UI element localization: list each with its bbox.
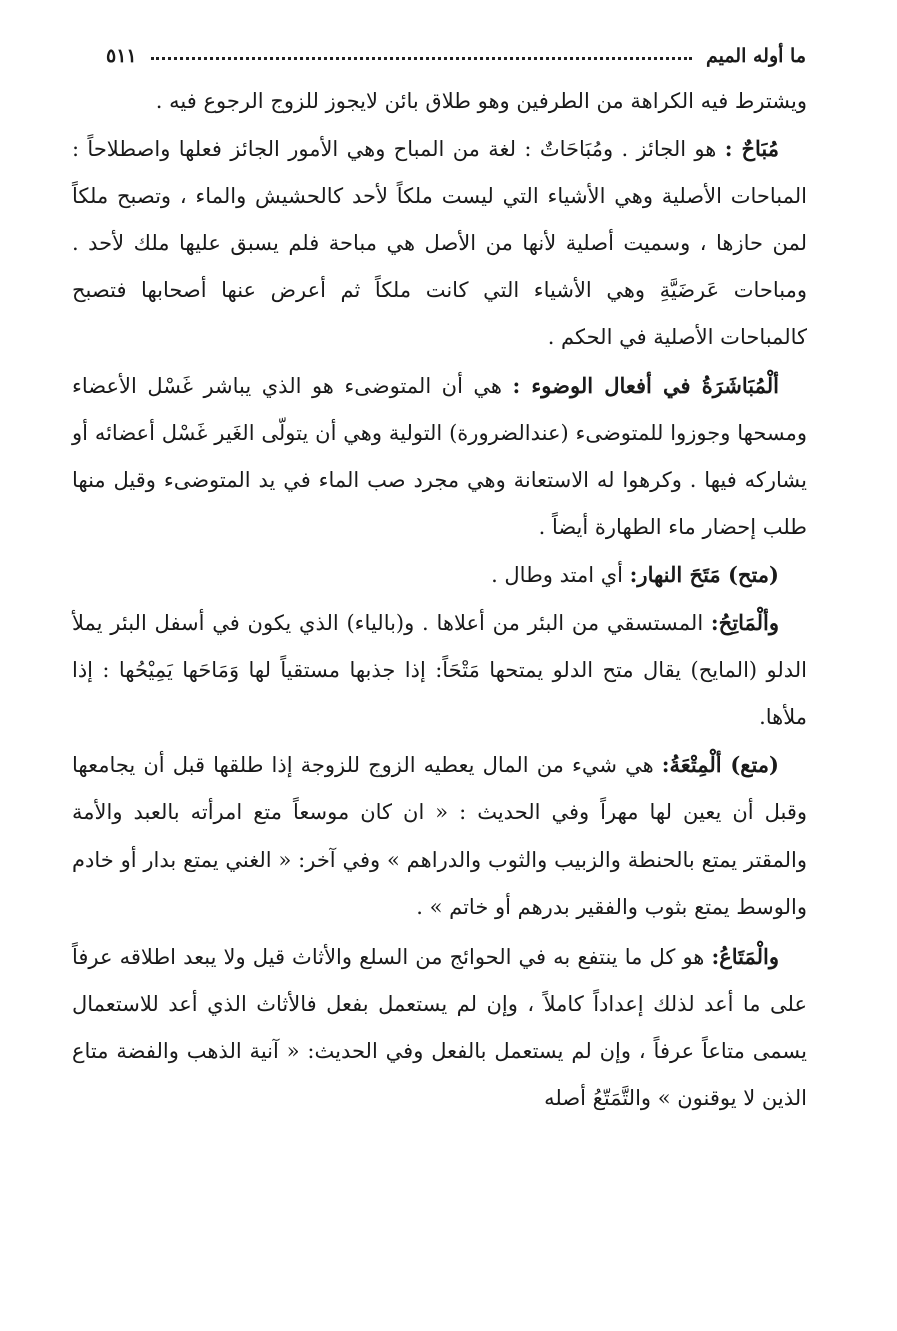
paragraph-body: ويشترط فيه الكراهة من الطرفين وهو طلاق بائن لايجوز للزوج الرجوع فيه . (155, 89, 807, 113)
entry-mataa (72, 933, 807, 1122)
entry-mubah (72, 125, 807, 361)
entry-matah (72, 551, 807, 599)
entry-term: (متح) مَتَحَ النهار: (629, 561, 779, 587)
dotted-leader (151, 53, 692, 60)
entry-term: (متع) ألْمِتْعَةُ: (661, 752, 779, 778)
paragraph-continuation (72, 78, 807, 125)
entry-term: ألْمُبَاشَرَةُ في أفعال الوضوء : (512, 372, 779, 398)
entry-body: أي امتد وطال . (491, 562, 630, 587)
entry-body: المستسقي من البئر من أعلاها . و(بالياء) الذي يكون في أسفل البئر يملأ الدلو (المايح) يقال متح الدلو يمتحها مَتْحَاً: إذا جذبها مستقياً لها وَمَاحَها يَمِيْحُها : إذا ملأها. (72, 611, 807, 730)
entry-mitah (72, 741, 807, 930)
page-body (72, 78, 807, 1122)
entry-body: هو الجائز . ومُبَاحَاتٌ : لغة من المباح وهي الأمور الجائز فعلها واصطلاحاً : المباحات الأصلية وهي الأشياء التي ليست ملكاً لأحد كالحشيش والماء ، وتصبح ملكاً لمن حازها ، وسميت أصلية لأنها من الأصل هي مباحة فلم يسبق عليها ملك لأحد . ومباحات عَرضَيَّةِ وهي الأشياء التي كانت ملكاً ثم أعرض عنها أصحابها فتصبح كالمباحات الأصلية في الحكم . (72, 137, 807, 350)
entry-term: والْمَتَاعُ: (711, 943, 779, 969)
entry-body: هو كل ما ينتفع به في الحوائج من السلع والأثاث قيل ولا يبعد اطلاقه عرفاً على ما أعد لذلك إعداداً كاملاً ، وإن لم يستعمل بفعل فالأثاث الذي أعد للاستعمال يسمى متاعاً عرفاً ، وإن لم يستعمل بالفعل وفي الحديث: « آنية الذهب والفضة متاع الذين لا يوقنون » والتَّمَتّعُ أصله (72, 944, 807, 1110)
page-header (106, 40, 806, 72)
entry-term: مُبَاحٌ : (724, 136, 779, 162)
entry-matih (72, 599, 807, 741)
page-number: ٥١١ (106, 45, 137, 67)
entry-body: هي شيء من المال يعطيه الزوج للزوجة إذا طلقها قبل أن يجامعها وقبل أن يعين لها مهراً وفي الحديث : « ان كان موسعاً متع امرأته بالعبد والأمة والمقتر يمتع بالحنطة والزبيب والثوب والدراهم » وفي آخر: « الغني يمتع بدار أو خادم والوسط يمتع بثوب والفقير بدرهم أو خاتم » . (72, 753, 807, 919)
entry-body: هي أن المتوضىء هو الذي يباشر غَسْل الأعضاء ومسحها وجوزوا للمتوضىء (عندالضرورة) التولية وهي أن يتولّى الغَير غَسْل أعضائه أو يشاركه فيها . وكرهوا له الاستعانة وهي مجرد صب الماء في يد المتوضىء وقيل منها طلب إحضار ماء الطهارة أيضاً . (72, 373, 807, 539)
running-title: ما أوله الميم (705, 45, 806, 67)
entry-term: وألْمَاتِحُ: (710, 610, 779, 636)
entry-mubashara (72, 362, 807, 551)
